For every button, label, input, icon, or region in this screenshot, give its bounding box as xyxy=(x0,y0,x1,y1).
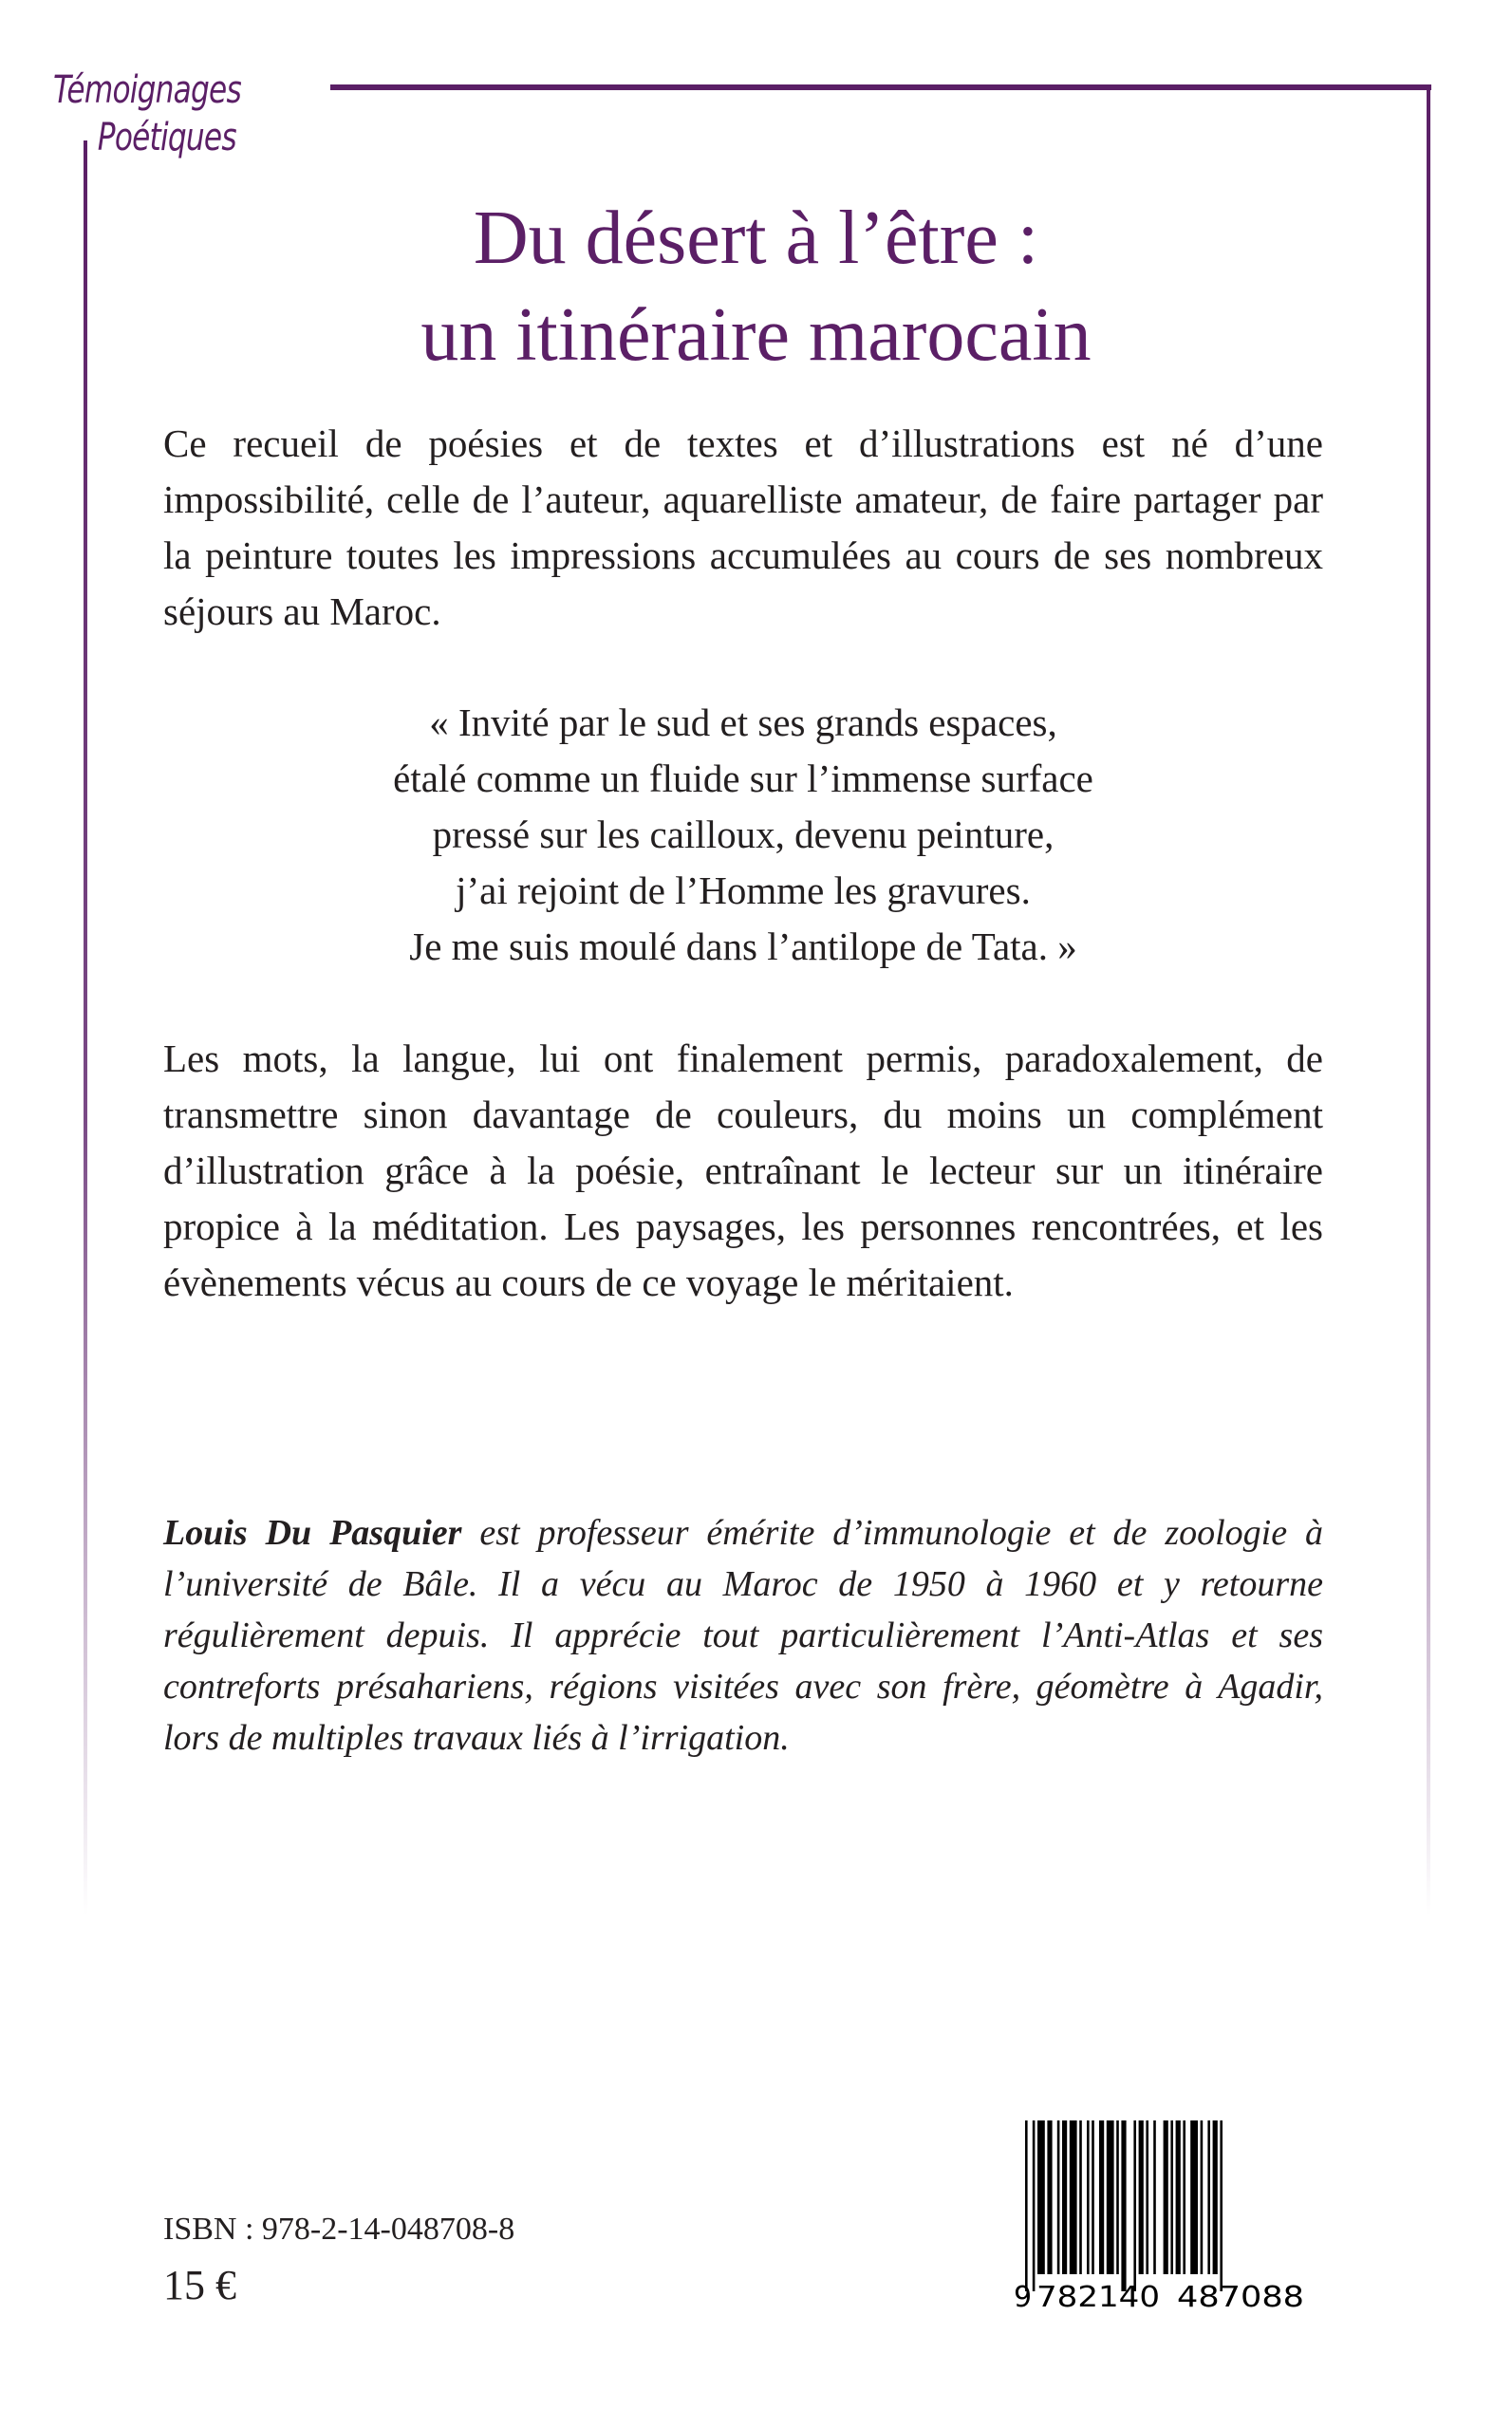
barcode-bar xyxy=(1146,2120,1148,2274)
barcode-bar xyxy=(1176,2120,1181,2274)
barcode-bar xyxy=(1116,2120,1119,2274)
price: 15 € xyxy=(163,2262,236,2308)
barcode-bar xyxy=(1087,2120,1090,2274)
barcode-bar xyxy=(1220,2120,1223,2291)
frame-left-rule xyxy=(84,140,87,1915)
title-line1: Du désert à l’être : xyxy=(473,196,1039,280)
isbn: ISBN : 978-2-14-048708-8 xyxy=(163,2212,515,2247)
poem-excerpt xyxy=(163,695,1323,975)
barcode-bar xyxy=(1153,2120,1156,2274)
summary-paragraph-2: Les mots, la langue, lui ont finalement permis, paradoxalement, de transmettre sinon davantage de couleurs, du moins un complément d’illustration grâce à la poésie, entraînant le lecteur sur un itinéraire propice à la méditation. Les paysages, les personnes rencontrées, et les évènements vécus au cours de ce voyage le méritaient. xyxy=(163,1036,1323,1304)
barcode-bar xyxy=(1190,2120,1198,2274)
barcode-bar xyxy=(1107,2120,1114,2274)
barcode-bar xyxy=(1164,2120,1168,2274)
barcode-bar xyxy=(1033,2120,1036,2291)
barcode-bar xyxy=(1207,2120,1210,2274)
summary-paragraph-1: Ce recueil de poésies et de textes et d’illustrations est né d’une impossibilité, celle de l’auteur, aquarelliste amateur, de faire partager par la peinture toutes les impressions accumulées au cours de ses nombreux séjours au Maroc. xyxy=(163,421,1323,633)
barcode-bar xyxy=(1133,2120,1136,2291)
barcode xyxy=(1014,2120,1327,2310)
poem-line: « Invité par le sud et ses grands espaces, xyxy=(429,700,1057,744)
author-bio xyxy=(163,1507,1323,1764)
barcode-bar xyxy=(1062,2120,1067,2274)
title-line2: un itinéraire marocain xyxy=(420,293,1092,377)
frame-top-rule xyxy=(330,84,1431,90)
collection-line2: Poétiques xyxy=(97,116,236,159)
barcode-bar xyxy=(1092,2120,1094,2274)
barcode-bar xyxy=(1170,2120,1173,2274)
barcode-bar xyxy=(1025,2120,1028,2291)
barcode-bar xyxy=(1047,2120,1052,2274)
poem-line: étalé comme un fluide sur l’immense surface xyxy=(393,756,1093,800)
barcode-bar xyxy=(1070,2120,1077,2274)
collection-line1: Témoignages xyxy=(53,68,241,112)
barcode-bar xyxy=(1099,2120,1104,2274)
barcode-right-digits: 487088 xyxy=(1177,2281,1304,2310)
barcode-bars xyxy=(1025,2120,1223,2291)
poem-line: Je me suis moulé dans l’antilope de Tata. » xyxy=(409,924,1077,968)
barcode-bar xyxy=(1057,2120,1060,2274)
poem-line: pressé sur les cailloux, devenu peinture, xyxy=(432,812,1055,856)
barcode-bar xyxy=(1037,2120,1045,2274)
barcode-bar xyxy=(1121,2120,1126,2291)
barcode-bar xyxy=(1079,2120,1082,2274)
book-title xyxy=(0,190,1512,383)
bio-text: est professeur émérite d’immunologie et de zoologie à l’université de Bâle. Il a vécu au Maroc de 1950 à 1960 et y retourne régulièrement depuis. Il apprécie tout particulièrement l’Anti-Atlas et ses contreforts présahariens, régions visitées avec son frère, géomètre à Agadir, lors de multiples travaux liés à l’irrigation. xyxy=(163,1513,1324,1758)
poem-line: j’ai rejoint de l’Homme les gravures. xyxy=(456,868,1031,912)
barcode-bar xyxy=(1201,2120,1204,2274)
barcode-first-digit: 9 xyxy=(1014,2281,1033,2310)
barcode-left-digits: 782140 xyxy=(1036,2281,1160,2310)
barcode-bar xyxy=(1139,2120,1144,2274)
barcode-bar xyxy=(1183,2120,1185,2274)
barcode-bar xyxy=(1213,2120,1218,2274)
collection-logo xyxy=(53,66,241,161)
author-name: Louis Du Pasquier xyxy=(163,1513,462,1553)
